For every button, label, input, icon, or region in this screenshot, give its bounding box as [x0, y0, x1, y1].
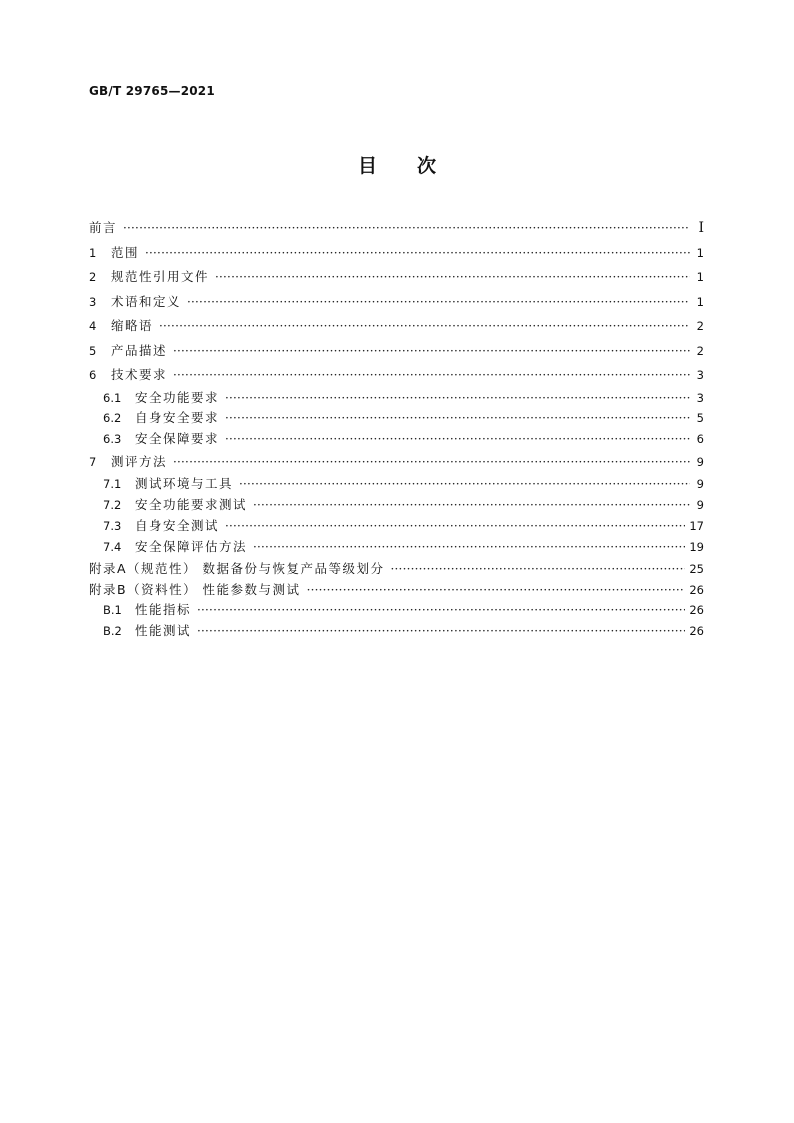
toc-entry-page: 3	[696, 368, 704, 382]
toc-entry-page: 26	[689, 623, 704, 638]
dot-leader	[159, 314, 690, 339]
dot-leader	[173, 450, 690, 475]
toc-entry-label: 附录B（资料性） 性能参数与测试	[89, 581, 301, 597]
toc-entry-label: 性能指标	[135, 601, 192, 617]
toc-entry-page: 26	[689, 602, 704, 617]
toc-entry-number: B.2	[103, 623, 122, 638]
toc-entry[interactable]	[89, 621, 704, 642]
toc-entry-page: 1	[696, 294, 704, 309]
toc-entry[interactable]	[89, 537, 704, 558]
toc-entry[interactable]	[89, 429, 704, 450]
dot-leader	[173, 363, 690, 388]
toc-entry-label: 自身安全要求	[135, 410, 220, 426]
toc-entry-page: I	[698, 220, 704, 236]
toc-entry-page: 2	[696, 343, 704, 358]
toc-entry-label: 附录A（规范性） 数据备份与恢复产品等级划分	[89, 560, 385, 576]
toc-entry[interactable]	[89, 558, 704, 579]
toc-entry-page: 25	[689, 561, 704, 576]
toc-entry-number: 2	[89, 270, 97, 284]
dot-leader	[225, 429, 690, 450]
toc-entry-number: B.1	[103, 602, 122, 617]
toc-entry[interactable]	[89, 388, 704, 409]
standard-code: GB/T 29765—2021	[89, 84, 215, 98]
toc-entry-page: 9	[696, 454, 704, 469]
toc-entry[interactable]	[89, 363, 704, 388]
dot-leader	[225, 516, 685, 537]
dot-leader	[187, 290, 690, 315]
toc-entry[interactable]	[89, 474, 704, 495]
toc-entry-page: 1	[696, 245, 704, 260]
dot-leader	[123, 216, 690, 241]
toc-entry[interactable]	[89, 265, 704, 290]
toc-entry[interactable]	[89, 495, 704, 516]
toc-entry-label: 安全功能要求	[135, 389, 220, 405]
toc-entry[interactable]	[89, 339, 704, 364]
toc-entry-number: 6	[89, 368, 97, 382]
toc-entry-number: 7.2	[103, 498, 122, 513]
toc-entry-page: 1	[696, 270, 704, 284]
toc-entry-label: 范围	[111, 244, 140, 260]
toc-entry-number: 6.2	[103, 411, 122, 426]
toc-entry[interactable]	[89, 314, 704, 339]
toc-entry-page: 17	[689, 518, 704, 533]
toc-entry[interactable]	[89, 408, 704, 429]
toc-entry-label: 前言	[89, 220, 118, 235]
toc-entry-number: 7.4	[103, 539, 122, 554]
toc-entry-label: 技术要求	[111, 367, 168, 382]
toc-entry-label: 自身安全测试	[135, 517, 220, 533]
toc-entry-number: 7	[89, 454, 97, 469]
dot-leader	[253, 495, 690, 516]
dot-leader	[225, 408, 690, 429]
toc-entry[interactable]	[89, 241, 704, 266]
toc-entry-page: 2	[696, 319, 704, 333]
dot-leader	[225, 388, 690, 409]
toc-entry[interactable]	[89, 600, 704, 621]
table-of-contents	[89, 216, 704, 642]
toc-entry-label: 安全功能要求测试	[135, 497, 248, 513]
toc-entry-page: 26	[689, 582, 704, 597]
toc-entry-label: 规范性引用文件	[111, 269, 210, 284]
toc-entry-label: 安全保障要求	[135, 431, 220, 447]
toc-entry-number: 6.3	[103, 432, 122, 447]
toc-entry-label: 安全保障评估方法	[135, 538, 248, 554]
dot-leader	[215, 265, 690, 290]
toc-entry-page: 6	[696, 432, 704, 447]
toc-entry-page: 9	[696, 477, 704, 492]
toc-entry-page: 5	[696, 411, 704, 426]
toc-title: 目次	[357, 155, 476, 177]
toc-entry-number: 7.1	[103, 477, 122, 492]
dot-leader	[307, 580, 686, 601]
toc-entry-label: 产品描述	[111, 342, 168, 358]
dot-leader	[239, 474, 690, 495]
toc-entry-number: 6.1	[103, 390, 122, 405]
toc-entry[interactable]	[89, 579, 704, 600]
toc-entry[interactable]	[89, 216, 704, 241]
toc-entry-page: 9	[696, 498, 704, 513]
toc-entry-label: 测评方法	[111, 453, 168, 469]
toc-entry-label: 缩略语	[111, 318, 154, 333]
dot-leader	[197, 600, 685, 621]
toc-entry-number: 5	[89, 343, 97, 358]
toc-entry-label: 术语和定义	[111, 293, 182, 309]
toc-entry-number: 4	[89, 319, 97, 333]
toc-entry-page: 3	[696, 390, 704, 405]
dot-leader	[197, 621, 685, 642]
toc-entry[interactable]	[89, 450, 704, 475]
toc-entry[interactable]	[89, 516, 704, 537]
dot-leader	[173, 339, 690, 364]
dot-leader	[145, 241, 690, 266]
toc-entry-page: 19	[689, 539, 704, 554]
toc-entry-label: 测试环境与工具	[135, 476, 234, 492]
toc-entry-number: 7.3	[103, 518, 122, 533]
toc-entry-number: 3	[89, 294, 97, 309]
dot-leader	[253, 537, 685, 558]
toc-entry-number: 1	[89, 245, 97, 260]
dot-leader	[391, 559, 686, 580]
toc-entry-label: 性能测试	[135, 622, 192, 638]
toc-entry[interactable]	[89, 290, 704, 315]
